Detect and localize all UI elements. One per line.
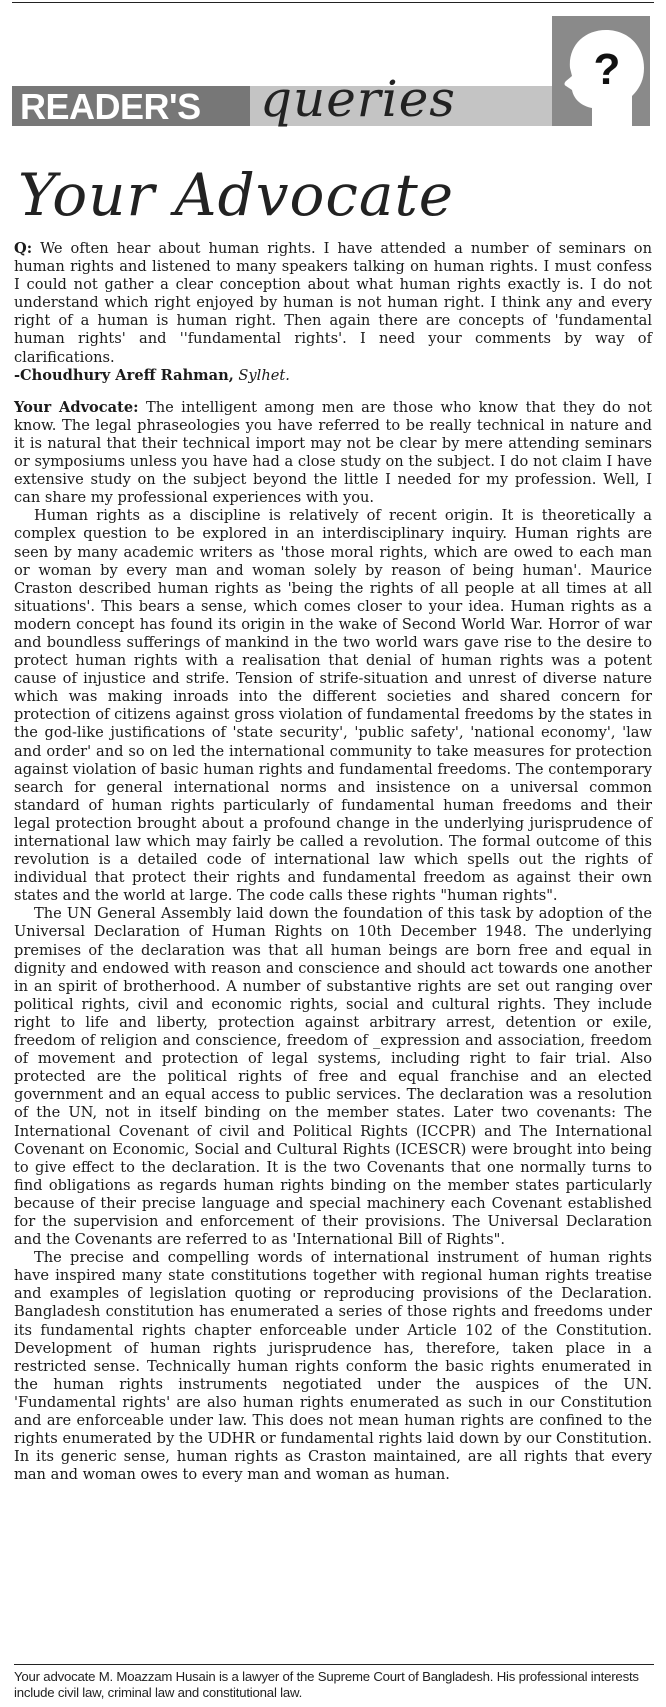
answer-intro-paragraph	[14, 399, 652, 508]
svg-text:?: ?	[593, 45, 621, 94]
article-body	[14, 240, 652, 1484]
question-text: We often hear about human rights. I have attended a number of seminars on human rights and listened to many speakers talking on human rights. I must confess I could not gather a clear conception about what human rights exactly is. I do not understand which right enjoyed by human is not human right. I think any and every right of a human is human right. Then again there are concepts of 'fundamental human rights' and ''fundamental rights'. I need your comments by way of clarifications.	[14, 240, 652, 366]
answer-intro-text: The intelligent among men are those who know that they do not know. The legal phraseologies you have referred to be really technical in nature and it is natural that their technical import may not be clear by mere attending seminars or symposiums unless you have had a close study on the subject. I do not claim I have extensive study on the subject beyond the little I needed for my profession. Well, I can share my professional experiences with you.	[14, 398, 652, 507]
top-rule	[12, 2, 654, 3]
question-paragraph	[14, 240, 652, 367]
column-banner	[12, 16, 650, 132]
answer-paragraph: The precise and compelling words of international instrument of human rights have inspired many state constitutions together with regional human rights treatise and examples of legislation quoting or reproducing provisions of the Declaration. Bangladesh constitution has enumerated a series of those rights and freedoms under its fundamental rights chapter enforceable under Article 102 of the Constitution. Development of human rights jurisprudence has, therefore, taken place in a restricted sense. Technically human rights conform the basic rights enumerated in the human rights instruments negotiated under the auspices of the UN. 'Fundamental rights' are also human rights enumerated as such in our Constitution and are enforceable under law. This does not mean human rights are confined to the rights enumerated by the UDHR or fundamental rights laid down by our Constitution. In its generic sense, human rights as Craston maintained, are all rights that every man and woman owes to every man and woman as human.	[14, 1249, 652, 1484]
answer-paragraph: The UN General Assembly laid down the foundation of this task by adoption of the Universal Declaration of Human Rights on 10th December 1948. The underlying premises of the declaration was that all human beings are born free and equal in dignity and endowed with reason and conscience and should act towards one another in an spirit of brotherhood. A number of substantive rights are set out ranging over political rights, civil and economic rights, social and cultural rights. They include right to life and liberty, protection against arbitrary arrest, detention or exile, freedom of religion and conscience, freedom of _expression and association, freedom of movement and protection of legal systems, including right to fair trial. Also protected are the political rights of free and equal franchise and an elected government and an equal access to public services. The declaration was a resolution of the UN, not in itself binding on the member states. Later two covenants: The International Covenant of civil and Political Rights (ICCPR) and The International Covenant on Economic, Social and Cultural Rights (ICESCR) were brought into being to give effect to the declaration. It is the two Covenants that one normally turns to find obligations as regards human rights binding on the member states particularly because of their precise language and special machinery each Covenant established for the supervision and enforcement of their provisions. The Universal Declaration and the Covenants are referred to as 'International Bill of Rights".	[14, 905, 652, 1249]
answer-paragraph: Human rights as a discipline is relatively of recent origin. It is theoretically a complex question to be explored in an interdisciplinary inquiry. Human rights are seen by many academic writers as 'those moral rights, which are owed to each man or woman by every man and woman solely by reason of being human'. Maurice Craston described human rights as 'being the rights of all people at all times at all situations'. This bears a sense, which comes closer to your idea. Human rights as a modern concept has found its origin in the wake of Second World War. Horror of war and boundless sufferings of mankind in the two world wars gave rise to the desire to protect human rights with a realisation that denial of human rights was a potent cause of injustice and strife. Tension of strife-situation and unrest of diverse nature which was making inroads into the different societies and shared concern for protection of citizens against gross violation of fundamental freedoms by the states in the god-like justifications of 'state security', 'public safety', 'national economy', 'law and order' and so on led the international community to take measures for protection against violation of basic human rights and fundamental freedoms. The contemporary search for general international norms and insistence on a universal common standard of human rights particularly of fundamental human freedoms and their legal protection brought about a profound change in the underlying jurisprudence of international law which may fairly be called a revolution. The formal outcome of this revolution is a detailed code of international law which spells out the rights of individual that protect their rights and fundamental freedom as against their own states and the world at large. The code calls these rights "human rights".	[14, 507, 652, 905]
author-note: Your advocate M. Moazzam Husain is a lawyer of the Supreme Court of Bangladesh. His professional interests include civil law, criminal law and constitutional law.	[14, 1669, 639, 1700]
question-label: Q:	[14, 240, 33, 257]
byline-place: Sylhet.	[233, 366, 290, 384]
answer-label: Your Advocate:	[14, 398, 139, 416]
byline-author: -Choudhury Areff Rahman,	[14, 366, 234, 384]
head-question-icon	[552, 16, 650, 126]
spacer	[14, 385, 652, 399]
footer-rule	[14, 1664, 654, 1665]
question-byline	[14, 367, 652, 385]
column-title: Your Advocate	[18, 161, 455, 229]
banner-readers-label: READER'S	[20, 86, 201, 127]
banner-queries-label: queries	[260, 70, 456, 128]
